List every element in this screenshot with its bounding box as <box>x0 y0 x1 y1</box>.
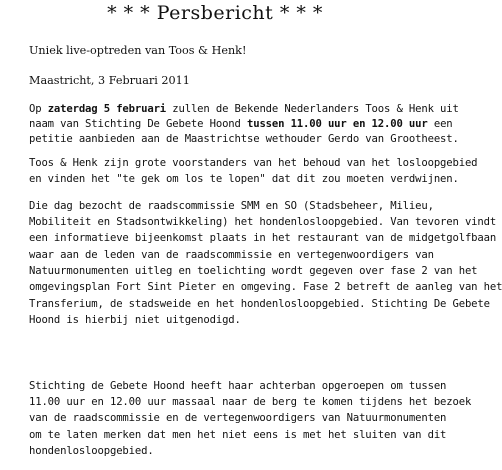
subtitle: Uniek live-optreden van Toos & Henk! <box>29 44 247 57</box>
paragraph-3-line-5: Natuurmonumenten uitleg en toelichting wordt gegeven over fase 2 van het <box>29 265 478 277</box>
paragraph-4-line-5: hondenlosloopgebied. <box>29 445 154 457</box>
paragraph-1-line-2: naam van Stichting De Gebete Hoond tussen 11.00 uur en 12.00 uur een <box>29 118 453 130</box>
paragraph-1-line-3: petitie aanbieden aan de Maastrichtse wethouder Gerdo van Grootheest. <box>29 133 459 145</box>
paragraph-3-line-3: een informatieve bijeenkomst plaats in het restaurant van de midgetgolfbaan <box>29 232 497 244</box>
event-time: tussen 11.00 uur en 12.00 uur <box>246 118 428 130</box>
paragraph-2-line-2: en vinden het "te gek om los te lopen" dat dit zou moeten verdwijnen. <box>29 173 459 185</box>
paragraph-2-line-1: Toos & Henk zijn grote voorstanders van het behoud van het losloopgebied <box>29 157 478 169</box>
paragraph-3-line-8: Hoond is hierbij niet uitgenodigd. <box>29 314 241 326</box>
paragraph-3-line-6: omgevingsplan Fort Sint Pieter en omgeving. Fase 2 betreft de aanleg van het <box>29 281 502 293</box>
paragraph-3-line-2: Mobiliteit en Stadsontwikkeling) het hondenlosloopgebied. Van tevoren vindt <box>29 216 497 228</box>
paragraph-4-line-4: om te laten merken dat men het niet eens is met het sluiten van dit <box>29 429 447 441</box>
paragraph-4-line-2: 11.00 uur en 12.00 uur massaal naar de berg te komen tijdens het bezoek <box>29 396 472 408</box>
paragraph-3-line-1: Die dag bezocht de raadscommissie SMM en SO (Stadsbeheer, Milieu, <box>29 200 434 212</box>
paragraph-3-line-4: waar aan de leden van de raadscommissie en vertegenwoordigers van <box>29 249 434 261</box>
press-release-title: * * * Persbericht * * * <box>107 2 323 24</box>
paragraph-1-line-1: Op zaterdag 5 februari zullen de Bekende Nederlanders Toos & Henk uit <box>29 103 459 115</box>
event-date: zaterdag 5 februari <box>47 103 167 115</box>
paragraph-3-line-7: Transferium, de stadsweide en het hondenlosloopgebied. Stichting De Gebete <box>29 298 490 310</box>
paragraph-4-line-3: van de raadscommissie en de vertegenwoordigers van Natuurmonumenten <box>29 412 447 424</box>
paragraph-4-line-1: Stichting de Gebete Hoond heeft haar achterban opgeroepen om tussen <box>29 380 447 392</box>
dateline: Maastricht, 3 Februari 2011 <box>29 74 190 87</box>
